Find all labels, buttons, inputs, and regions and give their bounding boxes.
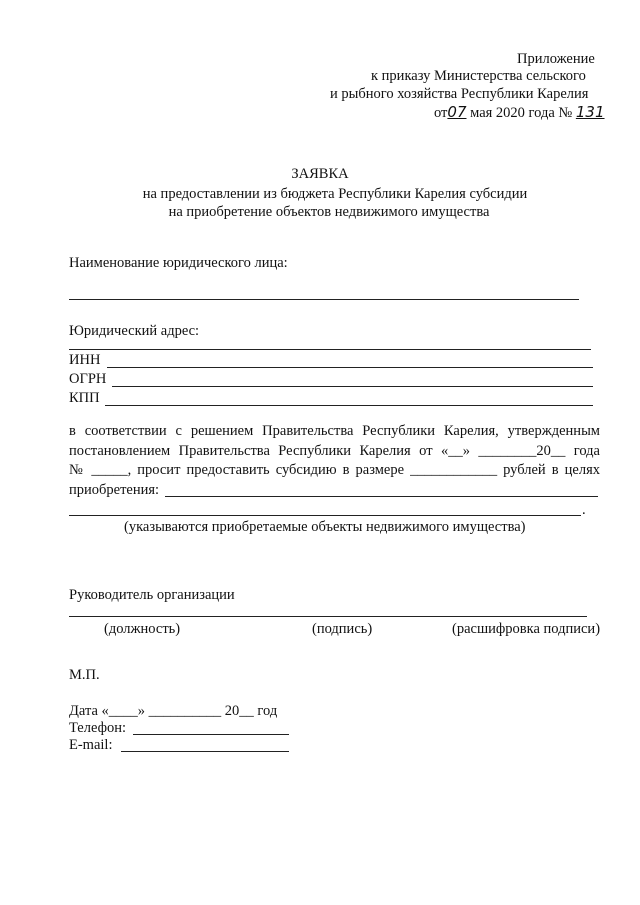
legal-address-line[interactable] <box>69 349 591 350</box>
acquisition-period: . <box>582 502 586 518</box>
legal-name-label: Наименование юридического лица: <box>69 255 288 271</box>
signature-decode-caption: (расшифровка подписи) <box>452 621 601 637</box>
appendix-line-1: Приложение <box>517 51 595 67</box>
inn-label: ИНН <box>69 352 101 368</box>
email-line[interactable] <box>121 751 289 752</box>
date-line: Дата «____» __________ 20__ год <box>69 703 278 719</box>
signature-caption: (подпись) <box>312 621 373 637</box>
stamp-place: М.П. <box>69 667 100 683</box>
legal-name-line[interactable] <box>69 299 579 300</box>
head-of-organization-label: Руководитель организации <box>69 587 235 603</box>
document-subtitle-2: на приобретение объектов недвижимого имущества <box>168 204 490 220</box>
body-line-1: в соответствии с решением Правительства Республики Карелия, утвержденным <box>69 423 600 439</box>
body-line-2: постановлением Правительства Республики Карелия от «__» ________20__ года <box>69 443 600 459</box>
body-line-4: приобретения: <box>69 482 160 498</box>
signature-line[interactable] <box>69 616 587 617</box>
email-label: E-mail: <box>69 737 113 753</box>
kpp-line[interactable] <box>105 405 593 406</box>
acquisition-line[interactable] <box>165 496 598 497</box>
inn-line[interactable] <box>107 367 593 368</box>
acquisition-line-2[interactable] <box>69 515 581 516</box>
ogrn-label: ОГРН <box>69 371 107 387</box>
appendix-date-line <box>434 103 605 122</box>
legal-address-label: Юридический адрес: <box>69 323 200 339</box>
appendix-date-prefix: от <box>434 105 448 121</box>
ogrn-line[interactable] <box>112 386 593 387</box>
appendix-line-3: и рыбного хозяйства Республики Карелия <box>330 86 589 102</box>
phone-label: Телефон: <box>69 720 127 736</box>
appendix-order-number: 131 <box>575 103 605 121</box>
document-subtitle-1: на предоставлении из бюджета Республики Карелия субсидии <box>142 186 528 202</box>
position-caption: (должность) <box>104 621 181 637</box>
document-title: ЗАЯВКА <box>291 166 349 182</box>
body-line-3: № _____, просит предоставить субсидию в размере ____________ рублей в целях <box>69 462 600 478</box>
appendix-date-rest: мая 2020 года № <box>470 105 573 121</box>
phone-line[interactable] <box>133 734 289 735</box>
acquisition-note: (указываются приобретаемые объекты недвижимого имущества) <box>124 519 526 535</box>
kpp-label: КПП <box>69 390 100 406</box>
appendix-line-2: к приказу Министерства сельского <box>371 68 586 84</box>
appendix-date-day: 07 <box>447 103 467 121</box>
